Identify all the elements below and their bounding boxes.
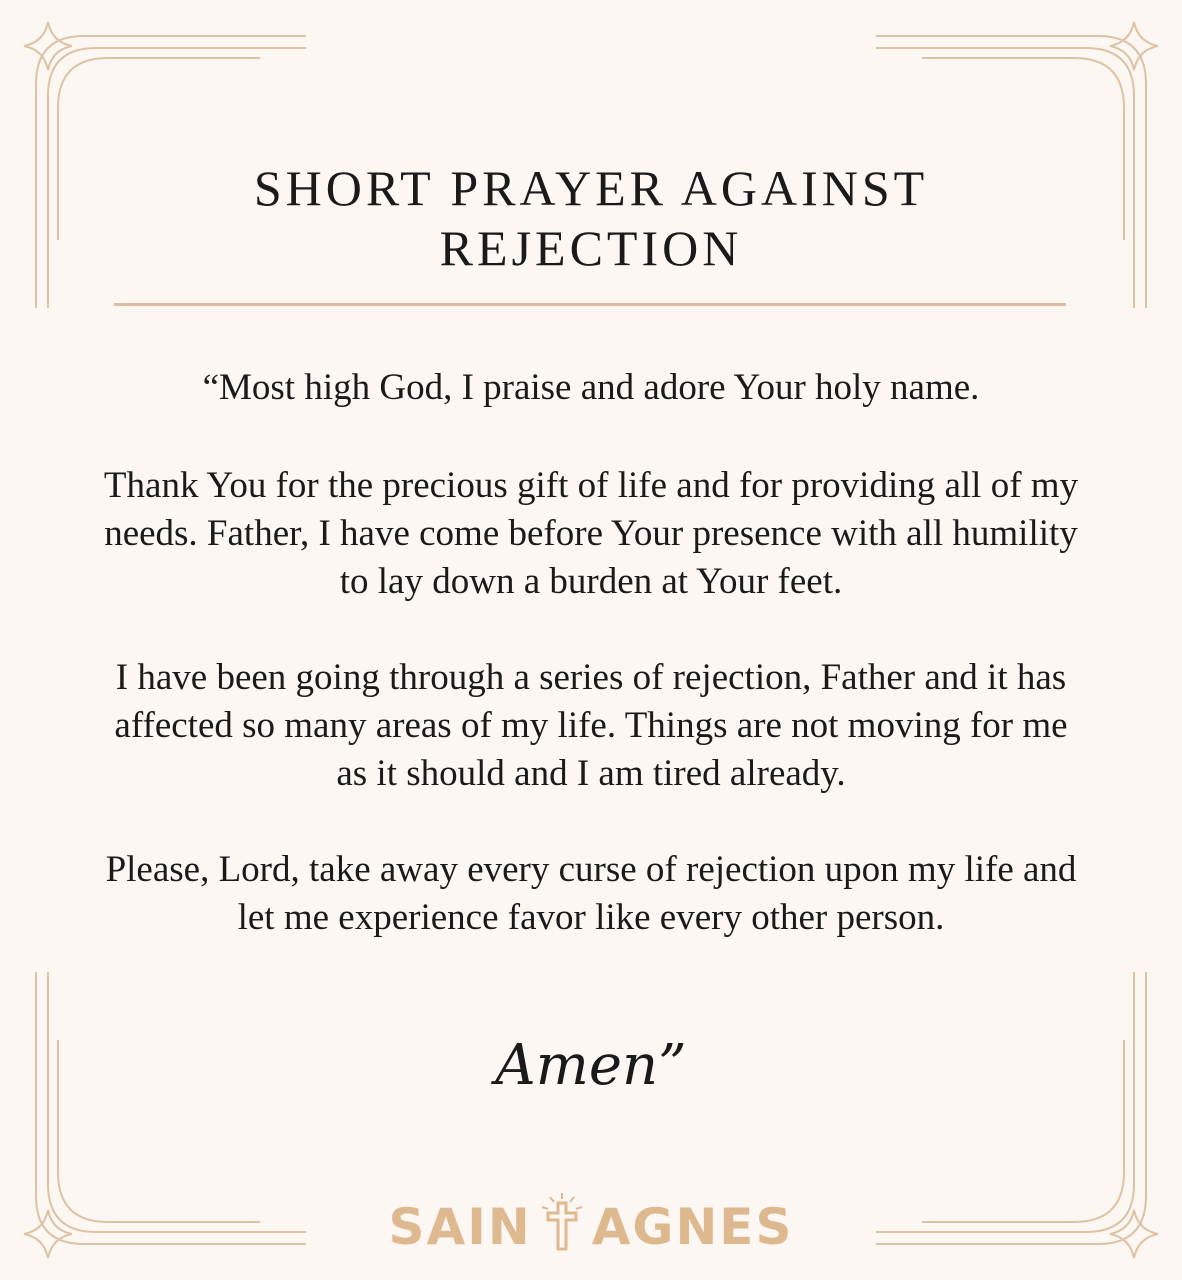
prayer-paragraph-1: “Most high God, I praise and adore Your holy name. xyxy=(202,367,980,408)
prayer-paragraph-2: Thank You for the precious gift of life and for providing all of my needs. Father, I have come before Your presence with all humility to lay down a burden at Your feet. xyxy=(103,465,1079,602)
prayer-closing: Amen” xyxy=(495,1033,687,1098)
page-title-line-2: REJECTION xyxy=(439,220,743,276)
prayer-paragraph-4: Please, Lord, take away every curse of rejection upon my life and let me experience favor like every other person. xyxy=(105,849,1077,938)
saint-agnes-logo xyxy=(0,1196,1182,1258)
title-divider xyxy=(114,303,1066,306)
logo-text-left: SAIN xyxy=(388,1198,532,1256)
logo-text-right: AGNES xyxy=(591,1198,794,1256)
cross-icon xyxy=(536,1191,588,1263)
prayer-paragraph-3: I have been going through a series of rejection, Father and it has affected so many areas of my life. Things are not moving for me as it should and I am tired already. xyxy=(114,657,1068,794)
page-title-line-1: SHORT PRAYER AGAINST xyxy=(253,160,929,216)
